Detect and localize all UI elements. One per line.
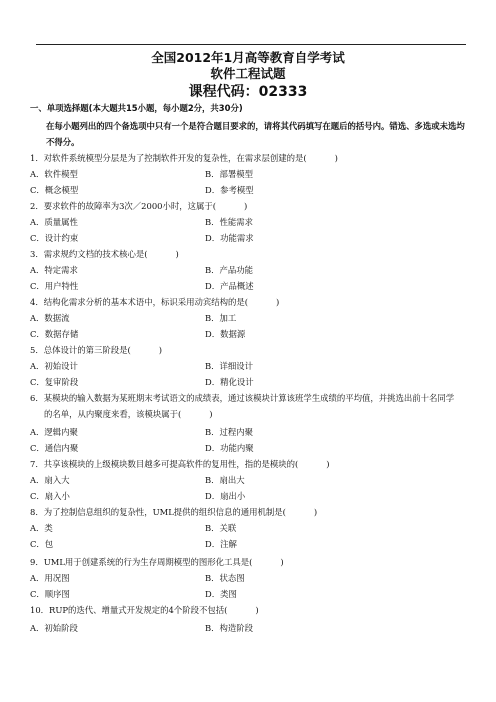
option-b: B．构造阶段 (205, 623, 254, 633)
option-d: D．功能需求 (205, 233, 254, 243)
option-b: B．状态图 (205, 573, 245, 583)
subject-title: 软件工程试题 (210, 66, 286, 81)
option-a: A．类 (30, 523, 53, 533)
option-a: A．特定需求 (30, 265, 78, 275)
option-b: B．加工 (205, 313, 237, 323)
option-d: D．扇出小 (205, 491, 246, 501)
option-a: A．用况图 (30, 573, 70, 583)
option-c: C．用户特性 (30, 281, 79, 291)
option-a: A．逻辑内聚 (30, 427, 78, 437)
question-close: ) (326, 459, 330, 469)
option-c: C．概念模型 (30, 185, 79, 195)
question-stem: 3．需求规约文档的技术核心是( (30, 249, 148, 259)
question-1 (30, 150, 470, 166)
option-a: A．扇入大 (30, 475, 70, 485)
section-instruction: 在每小题列出的四个备选项中只有一个是符合题目要求的，请将其代码填写在题后的括号内。错选、多选或未选均不得分。 (46, 121, 465, 147)
question-close: ) (209, 409, 213, 419)
option-b: B．扇出大 (205, 475, 245, 485)
option-c: C．顺序图 (30, 589, 70, 599)
question-stem-line2: 的名单，从内聚度来看，该模块属于( (44, 409, 182, 419)
question-stem: 10．RUP的迭代、增量式开发规定的4个阶段不包括( (30, 605, 228, 615)
question-close: ) (334, 153, 338, 163)
option-d: D．参考模型 (205, 185, 254, 195)
question-stem: 4．结构化需求分析的基本术语中，标识采用动宾结构的是( (30, 297, 248, 307)
option-c: C．包 (30, 539, 54, 549)
question-close: ) (255, 605, 259, 615)
option-b: B．关联 (205, 523, 237, 533)
question-close: ) (313, 507, 318, 517)
question-stem: 1．对软件系统模型分层是为了控制软件开发的复杂性，在需求层创建的是( (30, 153, 307, 163)
question-stem: 2．要求软件的故障率为3次／2000小时，这属于( (30, 201, 216, 211)
question-5 (30, 342, 470, 358)
option-b: B．性能需求 (205, 217, 254, 227)
option-c: C．复审阶段 (30, 377, 79, 387)
option-c: C．设计约束 (30, 233, 79, 243)
option-c: C．通信内聚 (30, 443, 79, 453)
option-b: B．产品功能 (205, 265, 254, 275)
question-stem: 8．为了控制信息组织的复杂性，UML提供的组织信息的通用机制是( (30, 507, 286, 517)
question-stem: 9．UML用于创建系统的行为生存周期模型的图形化工具是( (30, 557, 253, 567)
question-close: ) (158, 345, 163, 355)
question-7 (30, 456, 470, 472)
option-c: C．扇入小 (30, 491, 70, 501)
option-d: D．注解 (205, 539, 237, 549)
option-d: D．精化设计 (205, 377, 254, 387)
option-d: D．类图 (205, 589, 237, 599)
header-rule (36, 44, 466, 45)
question-2 (30, 198, 470, 214)
question-6 (30, 390, 470, 406)
option-b: B．部署模型 (205, 169, 254, 179)
question-close: ) (244, 201, 248, 211)
option-a: A．软件模型 (30, 169, 78, 179)
question-9 (30, 554, 470, 570)
question-stem: 6．某模块的输入数据为某班期末考试语文的成绩表，通过该模块计算该班学生成绩的平均值，并挑选出前十名同学 (30, 393, 455, 403)
question-6-continuation (44, 408, 213, 420)
exam-title: 全国2012年1月高等教育自学考试 (151, 50, 345, 65)
option-d: D．数据源 (205, 329, 246, 339)
option-a: A．初始设计 (30, 361, 78, 371)
question-close: ) (275, 297, 280, 307)
question-stem: 5．总体设计的第三阶段是( (30, 345, 131, 355)
option-d: D．功能内聚 (205, 443, 254, 453)
option-a: A．初始阶段 (30, 623, 78, 633)
question-stem: 7．共享该模块的上级模块数目越多可提高软件的复用性，指的是模块的( (30, 459, 299, 469)
question-4 (30, 294, 470, 310)
section-title: 一、单项选择题(本大题共15小题，每小题2分，共30分) (30, 103, 243, 113)
question-close: ) (280, 557, 284, 567)
option-c: C．数据存储 (30, 329, 79, 339)
question-8 (30, 504, 470, 520)
option-b: B．过程内聚 (205, 427, 254, 437)
course-code: 课程代码：02333 (188, 84, 308, 100)
option-a: A．数据流 (30, 313, 70, 323)
option-d: D．产品概述 (205, 281, 254, 291)
question-10 (30, 602, 470, 618)
question-close: ) (175, 249, 179, 259)
question-3 (30, 246, 470, 262)
option-a: A．质量属性 (30, 217, 78, 227)
option-b: B．详细设计 (205, 361, 254, 371)
